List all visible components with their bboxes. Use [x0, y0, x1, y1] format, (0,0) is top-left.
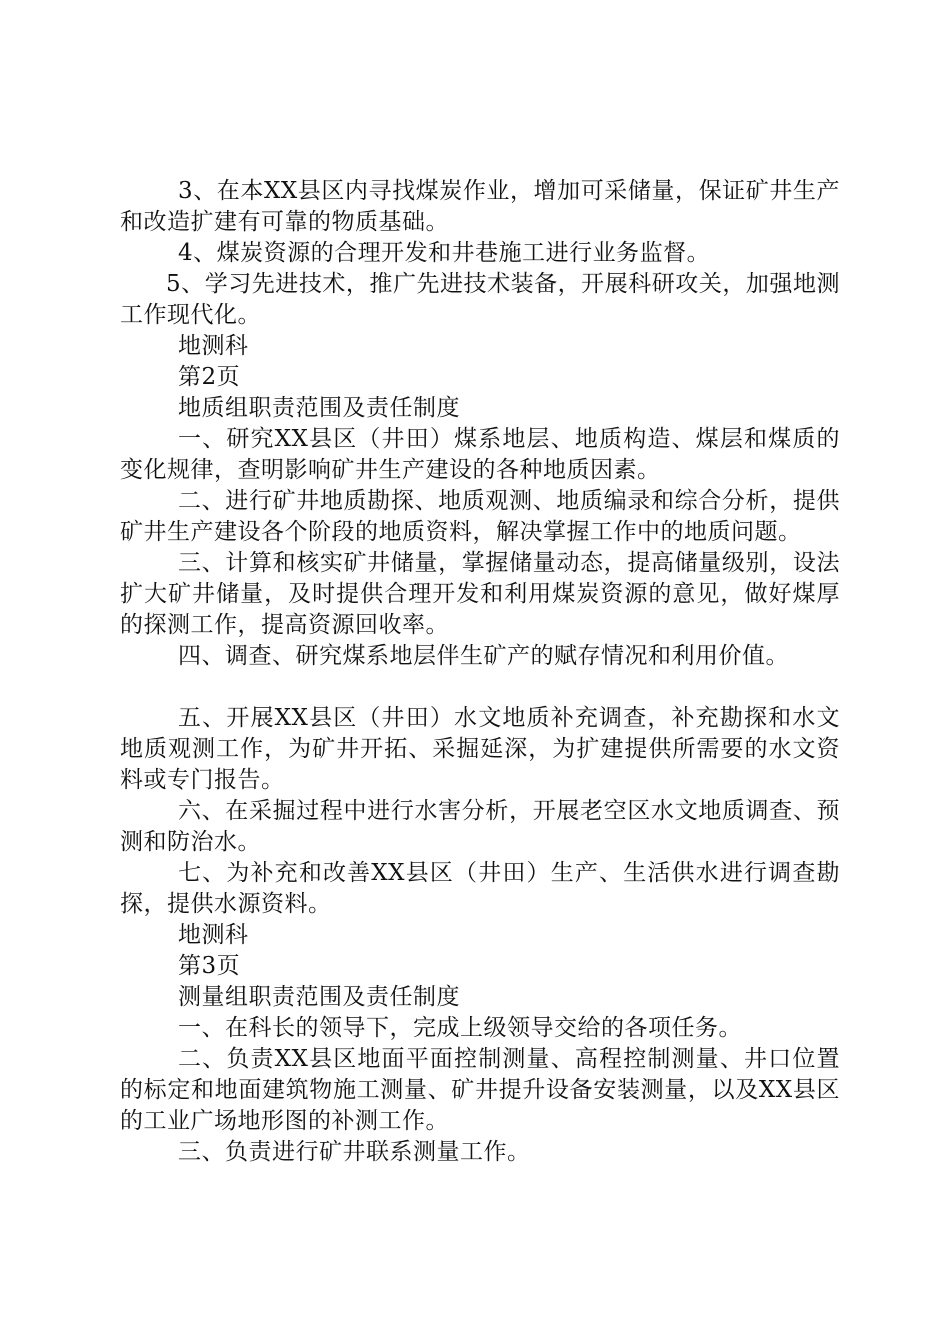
paragraph: 二、进行矿井地质勘探、地质观测、地质编录和综合分析，提供矿井生产建设各个阶段的地质资料，解决掌握工作中的地质问题。 — [120, 488, 840, 545]
paragraph: 4、煤炭资源的合理开发和井巷施工进行业务监督。 — [178, 240, 711, 266]
page-number: 第3页 — [178, 953, 241, 979]
paragraph: 一、研究XX县区（井田）煤系地层、地质构造、煤层和煤质的变化规律，查明影响矿井生产建设的各种地质因素。 — [120, 426, 840, 483]
paragraph: 一、在科长的领导下，完成上级领导交给的各项任务。 — [178, 1015, 742, 1041]
department-label: 地测科 — [178, 333, 249, 359]
paragraph: 5、学习先进技术，推广先进技术装备，开展科研攻关，加强地测工作现代化。 — [120, 271, 840, 328]
paragraph: 四、调查、研究煤系地层伴生矿产的赋存情况和利用价值。 — [178, 643, 789, 669]
page-number: 第2页 — [178, 364, 241, 390]
paragraph: 三、负责进行矿井联系测量工作。 — [178, 1139, 531, 1165]
paragraph: 3、在本XX县区内寻找煤炭作业，增加可采储量，保证矿井生产和改造扩建有可靠的物质基础。 — [120, 178, 840, 235]
paragraph: 五、开展XX县区（井田）水文地质补充调查，补充勘探和水文地质观测工作，为矿井开拓、采掘延深，为扩建提供所需要的水文资料或专门报告。 — [120, 705, 840, 793]
document-body — [120, 176, 840, 1168]
blank-line — [120, 672, 840, 703]
department-label: 地测科 — [178, 922, 249, 948]
paragraph: 七、为补充和改善XX县区（井田）生产、生活供水进行调查勘探，提供水源资料。 — [120, 860, 840, 917]
paragraph: 六、在采掘过程中进行水害分析，开展老空区水文地质调查、预测和防治水。 — [120, 798, 840, 855]
paragraph: 三、计算和核实矿井储量，掌握储量动态，提高储量级别，设法扩大矿井储量，及时提供合理开发和利用煤炭资源的意见，做好煤厚的探测工作，提高资源回收率。 — [120, 550, 840, 638]
paragraph: 二、负责XX县区地面平面控制测量、高程控制测量、井口位置的标定和地面建筑物施工测量、矿井提升设备安装测量，以及XX县区的工业广场地形图的补测工作。 — [120, 1046, 840, 1134]
section-title: 测量组职责范围及责任制度 — [178, 984, 460, 1010]
section-title: 地质组职责范围及责任制度 — [178, 395, 460, 421]
